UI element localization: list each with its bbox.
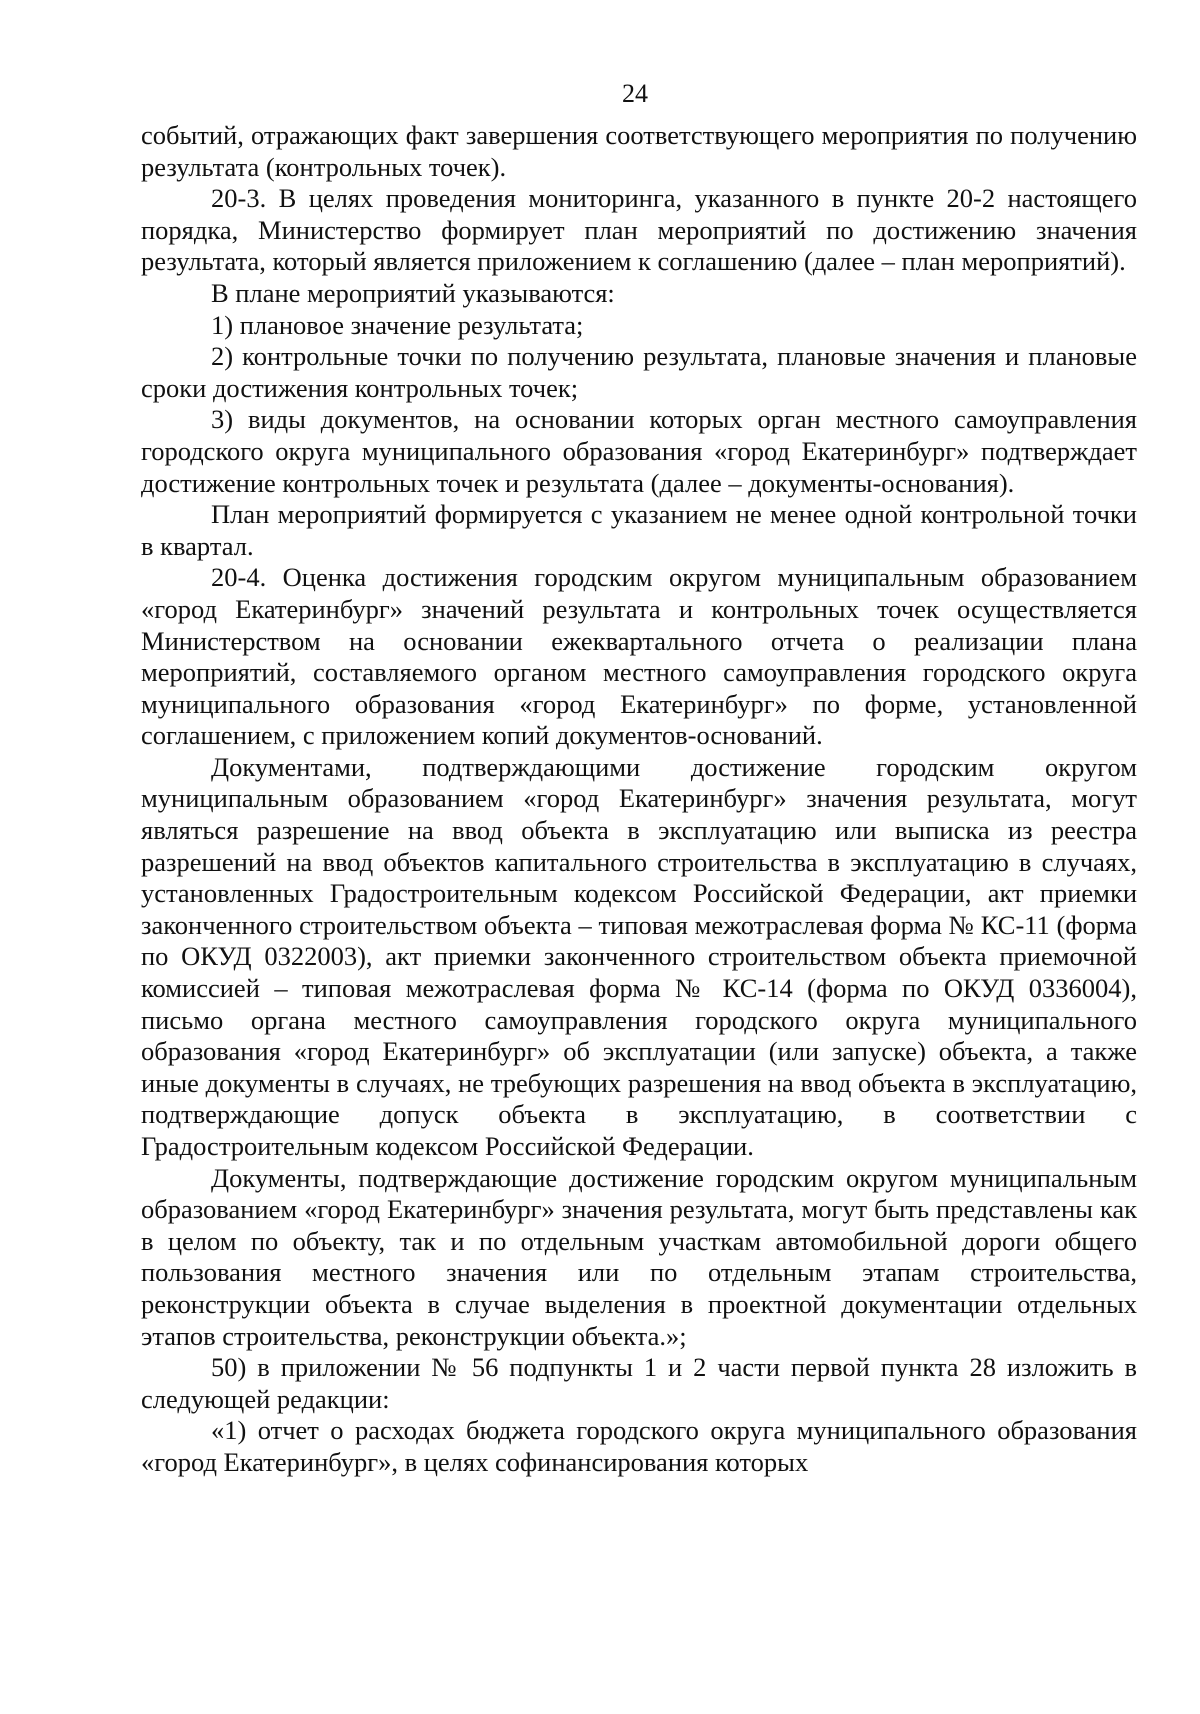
paragraph: 50) в приложении № 56 подпункты 1 и 2 части первой пункта 28 изложить в следующей редакции:: [141, 1352, 1137, 1414]
paragraph: 20-3. В целях проведения мониторинга, указанного в пункте 20-2 настоящего порядка, Министерство формирует план мероприятий по достижению значения результата, который является приложением к соглашению (далее – план мероприятий).: [141, 183, 1137, 277]
list-item: 3) виды документов, на основании которых орган местного самоуправления городского округа муниципального образования «город Екатеринбург» подтверждает достижение контрольных точек и результата (далее – документы-основания).: [141, 404, 1137, 498]
paragraph: План мероприятий формируется с указанием не менее одной контрольной точки в квартал.: [141, 499, 1137, 561]
list-item: 1) плановое значение результата;: [211, 309, 584, 340]
paragraph: событий, отражающих факт завершения соответствующего мероприятия по получению результата (контрольных точек).: [141, 120, 1137, 182]
list-item: 2) контрольные точки по получению результата, плановые значения и плановые сроки достижения контрольных точек;: [141, 341, 1137, 403]
paragraph: Документы, подтверждающие достижение городским округом муниципальным образованием «город Екатеринбург» значения результата, могут быть представлены как в целом по объекту, так и по отдельным участкам автомобильной дороги общего пользования местного значения или по отдельным этапам строительства, реконструкции объекта в случае выделения в проектной документации отдельных этапов строительства, реконструкции объекта.»;: [141, 1162, 1137, 1351]
paragraph: 20-4. Оценка достижения городским округом муниципальным образованием «город Екатеринбург» значений результата и контрольных точек осуществляется Министерством на основании ежеквартального отчета о реализации плана мероприятий, составляемого органом местного самоуправления городского округа муниципального образования «город Екатеринбург» по форме, установленной соглашением, с приложением копий документов-оснований.: [141, 562, 1137, 751]
paragraph: Документами, подтверждающими достижение городским округом муниципальным образованием «город Екатеринбург» значения результата, могут являться разрешение на ввод объекта в эксплуатацию или выписка из реестра разрешений на ввод объектов капитального строительства в эксплуатацию в случаях, установленных Градостроительным кодексом Российской Федерации, акт приемки законченного строительством объекта – типовая межотраслевая форма № КС-11 (форма по ОКУД 0322003), акт приемки законченного строительством объекта приемочной комиссией – типовая межотраслевая форма № КС-14 (форма по ОКУД 0336004), письмо органа местного самоуправления городского округа муниципального образования «город Екатеринбург» об эксплуатации (или запуске) объекта, а также иные документы в случаях, не требующих разрешения на ввод объекта в эксплуатацию, подтверждающие допуск объекта в эксплуатацию, в соответствии с Градостроительным кодексом Российской Федерации.: [141, 751, 1137, 1161]
paragraph: «1) отчет о расходах бюджета городского округа муниципального образования «город Екатеринбург», в целях софинансирования которых: [141, 1415, 1137, 1477]
paragraph: В плане мероприятий указываются:: [211, 277, 615, 308]
document-body: [141, 120, 1137, 1479]
page-number: 24: [622, 79, 648, 108]
